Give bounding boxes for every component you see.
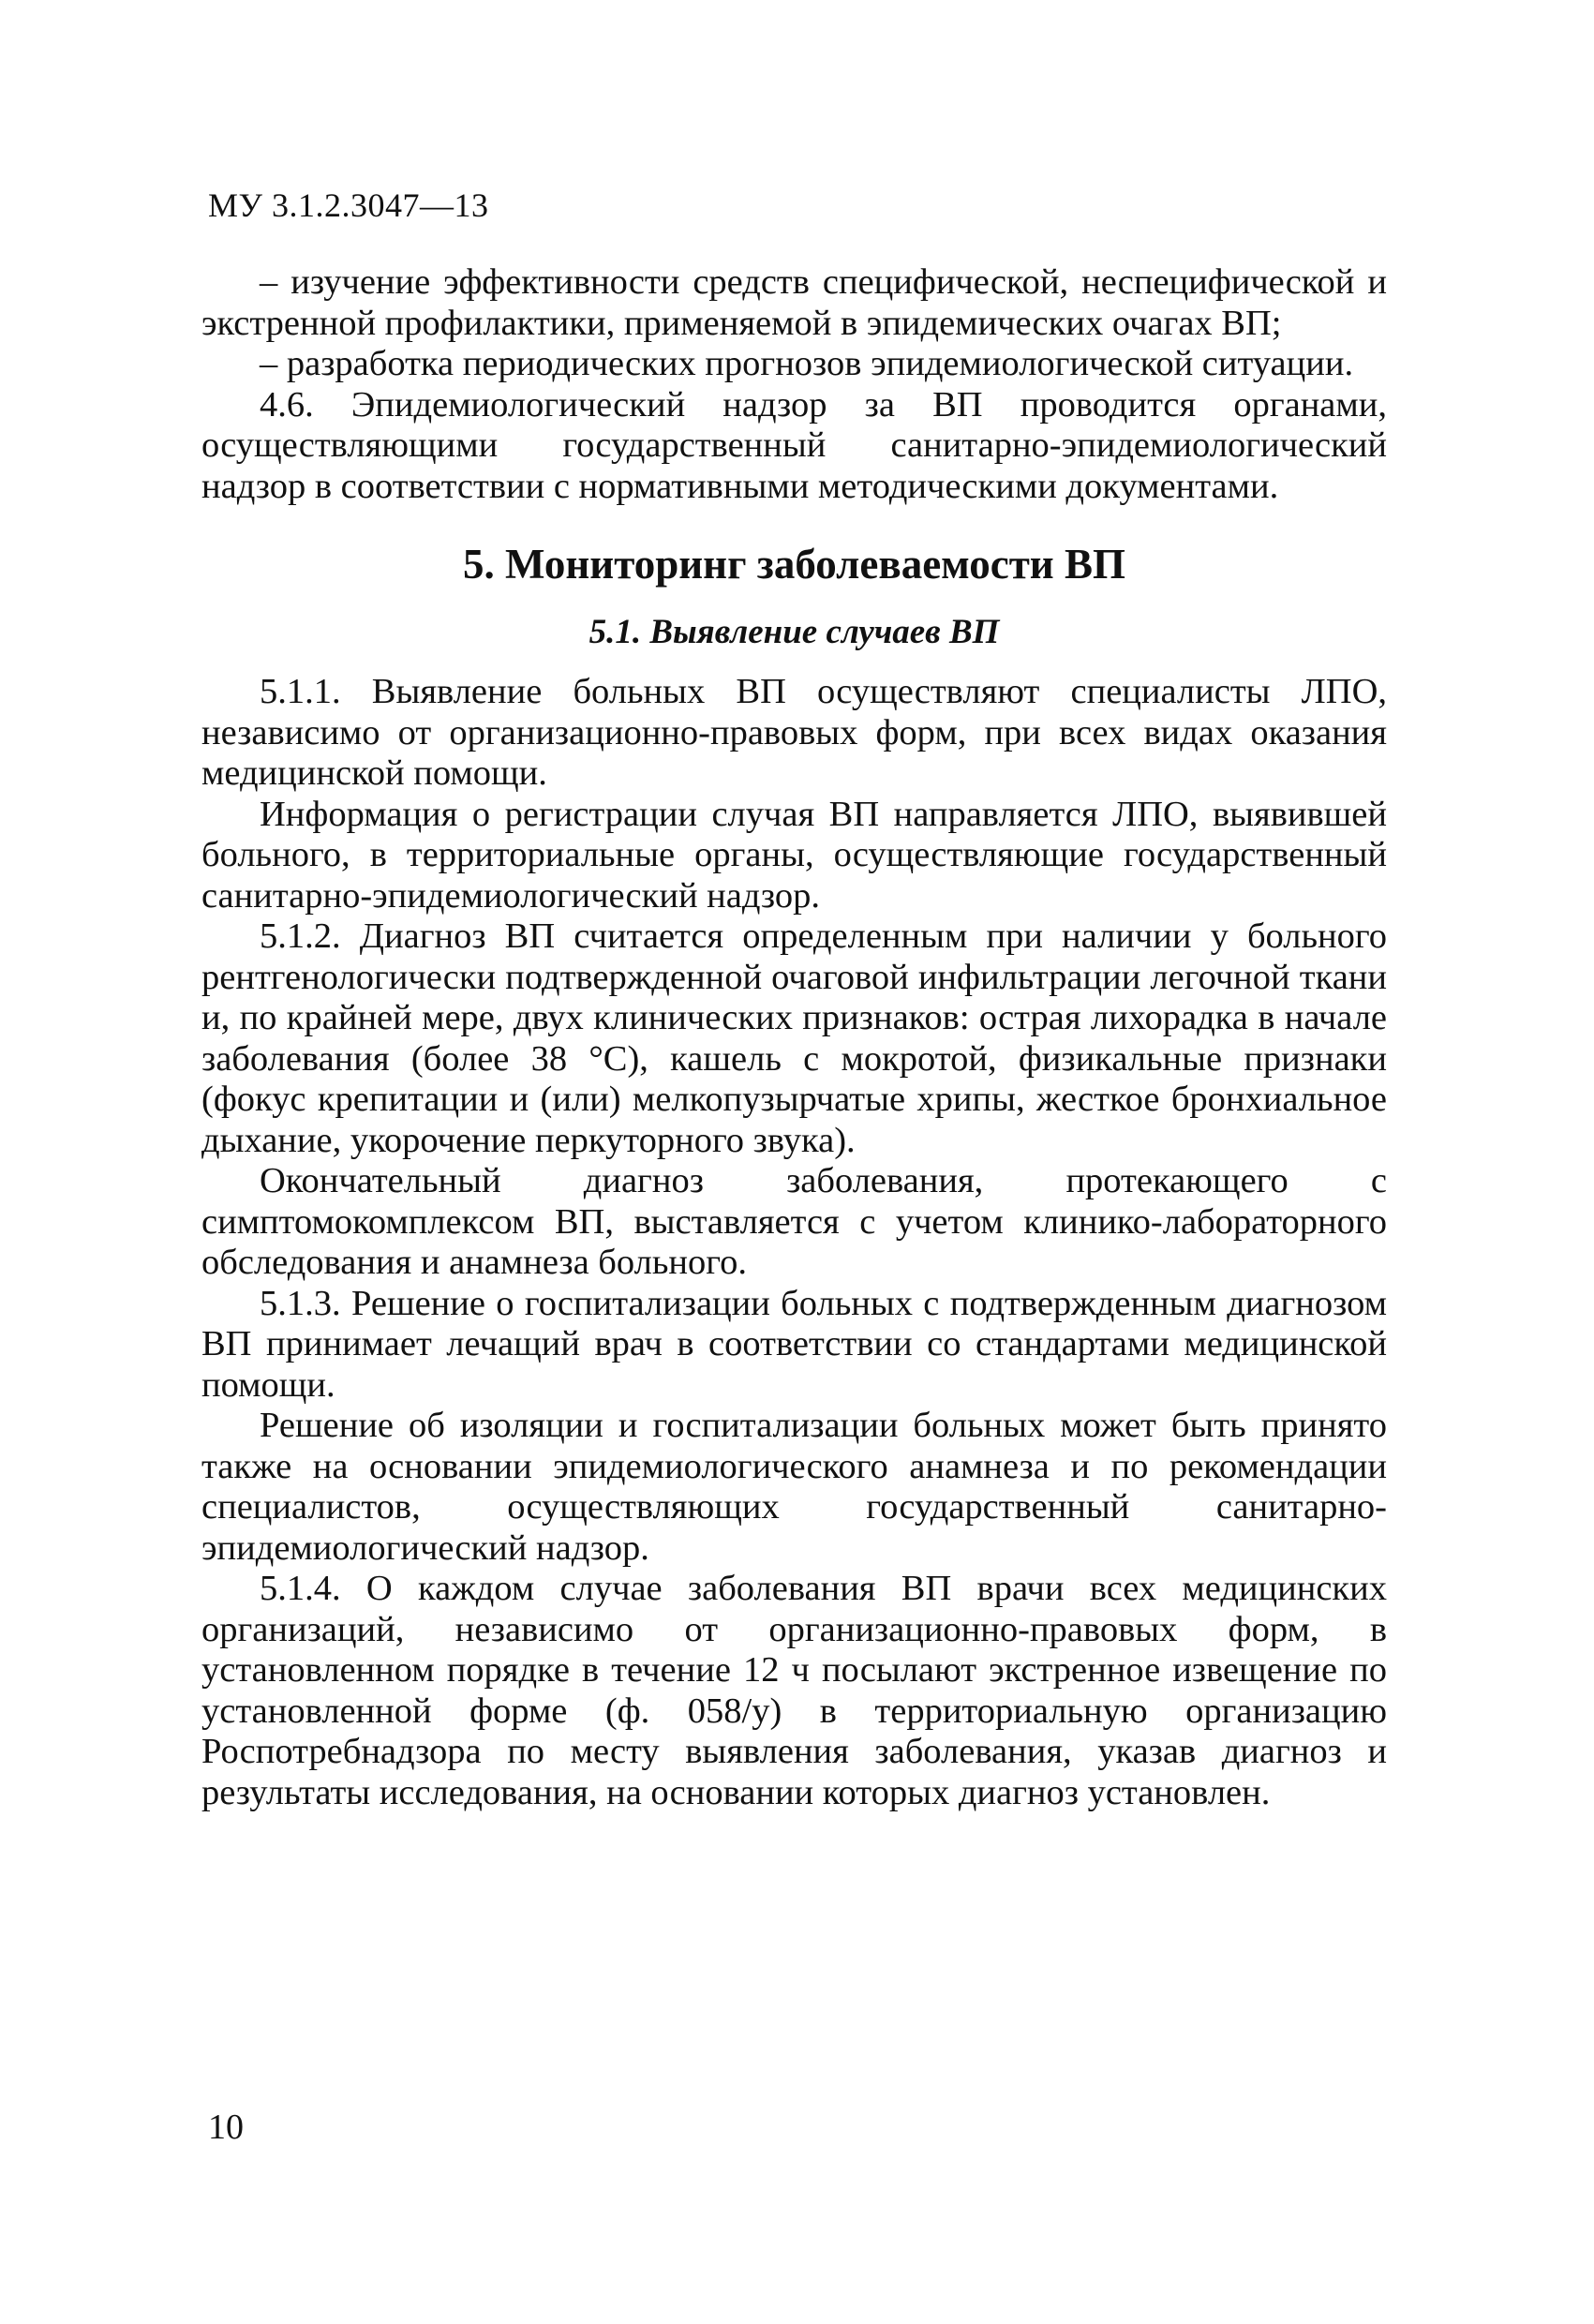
paragraph-list-item: – разработка периодических прогнозов эпидемиологической ситуации.	[260, 344, 1354, 383]
paragraph: Окончательный диагноз заболевания, протекающего с симптомокомплексом ВП, выставляется с учетом клинико-лабораторного обследования и анамнеза больного.	[201, 1161, 1387, 1282]
document-header: МУ 3.1.2.3047—13	[208, 186, 489, 224]
paragraph: Информация о регистрации случая ВП направляется ЛПО, выявившей больного, в территориальные органы, осуществляющие государственный санитарно-эпидемиологический надзор.	[201, 794, 1387, 916]
section-title: 5. Мониторинг заболеваемости ВП	[462, 541, 1126, 588]
page-number: 10	[208, 2108, 244, 2147]
paragraph-5-1-4: 5.1.4. О каждом случае заболевания ВП врачи всех медицинских организаций, независимо от организационно-правовых форм, в установленном порядке в течение 12 ч посылают экстренное извещение по установленной форме (ф. 058/у) в территориальную организацию Роспотребнадзора по месту выявления заболевания, указав диагноз и результаты исследования, на основании которых диагноз установлен.	[201, 1569, 1387, 1812]
paragraph-5-1-1: 5.1.1. Выявление больных ВП осуществляют специалисты ЛПО, независимо от организационно-правовых форм, при всех видах оказания медицинской помощи.	[201, 672, 1387, 793]
paragraph: Решение об изоляции и госпитализации больных может быть принято также на основании эпидемиологического анамнеза и по рекомендации специалистов, осуществляющих государственный санитарно-эпидемиологический надзор.	[201, 1406, 1387, 1568]
paragraph-list-item: – изучение эффективности средств специфической, неспецифической и экстренной профилактики, применяемой в эпидемических очагах ВП;	[201, 262, 1387, 343]
paragraph-5-1-3: 5.1.3. Решение о госпитализации больных с подтвержденным диагнозом ВП принимает лечащий врач в соответствии со стандартами медицинской помощи.	[201, 1283, 1387, 1405]
document-body	[201, 262, 1387, 1813]
subsection-title: 5.1. Выявление случаев ВП	[588, 613, 1000, 651]
paragraph-5-1-2: 5.1.2. Диагноз ВП считается определенным при наличии у больного рентгенологически подтвержденной очаговой инфильтрации легочной ткани и, по крайней мере, двух клинических признаков: острая лихорадка в начале заболевания (более 38 °С), кашель с мокротой, физикальные признаки (фокус крепитации и (или) мелкопузырчатые хрипы, жесткое бронхиальное дыхание, укорочение перкуторного звука).	[201, 916, 1387, 1160]
paragraph-4-6: 4.6. Эпидемиологический надзор за ВП проводится органами, осуществляющими государственный санитарно-эпидемиологический надзор в соответствии с нормативными методическими документами.	[201, 384, 1387, 506]
